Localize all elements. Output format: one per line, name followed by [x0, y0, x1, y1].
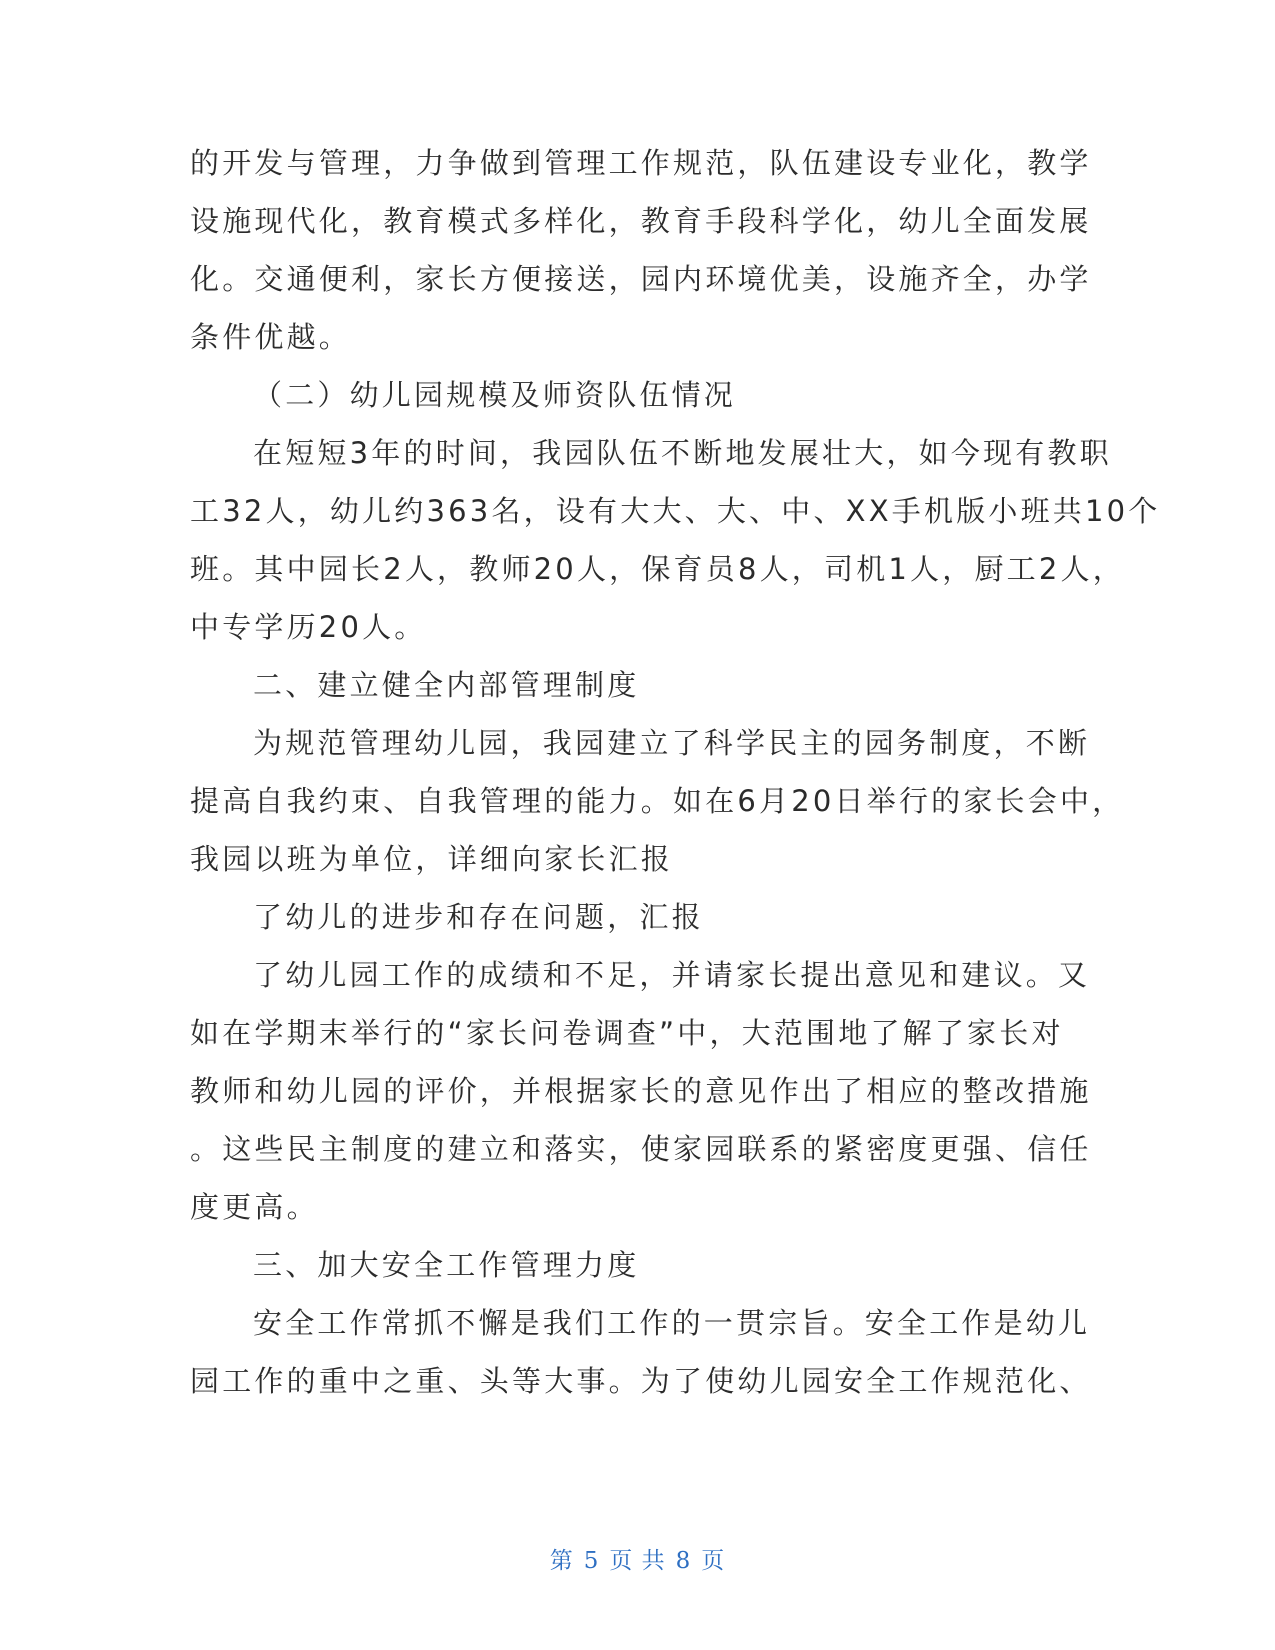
body-line: 条件优越。	[190, 320, 352, 354]
body-line: 化。交通便利，家长方便接送，园内环境优美，设施齐全，办学	[190, 262, 1092, 296]
body-line: 为规范管理幼儿园，我园建立了科学民主的园务制度，不断	[253, 726, 1091, 760]
body-line: 如在学期末举行的“家长问卷调查”中，大范围地了解了家长对	[190, 1016, 1064, 1050]
body-line: 的开发与管理，力争做到管理工作规范，队伍建设专业化，教学	[190, 146, 1092, 180]
body-line: 中专学历20人。	[190, 610, 427, 644]
body-line: 设施现代化，教育模式多样化，教育手段科学化，幼儿全面发展	[190, 204, 1092, 238]
page-footer	[0, 1542, 1275, 1575]
body-line: 安全工作常抓不懈是我们工作的一贯宗旨。安全工作是幼儿	[253, 1306, 1091, 1340]
section-heading: （二）幼儿园规模及师资队伍情况	[253, 378, 737, 412]
footer-page-number: 5	[583, 1548, 600, 1574]
body-line: 度更高。	[190, 1190, 319, 1224]
body-line: 在短短3年的时间，我园队伍不断地发展壮大，如今现有教职	[253, 436, 1112, 470]
footer-middle: 页 共	[609, 1548, 666, 1574]
body-line: 工32人，幼儿约363名，设有大大、大、中、XX手机版小班共10个	[190, 494, 1161, 528]
body-line: 了幼儿的进步和存在问题，汇报	[253, 900, 704, 934]
footer-suffix: 页	[701, 1548, 726, 1574]
body-line: 了幼儿园工作的成绩和不足，并请家长提出意见和建议。又	[253, 958, 1091, 992]
body-line: 教师和幼儿园的评价，并根据家长的意见作出了相应的整改措施	[190, 1074, 1092, 1108]
body-line: 提高自我约束、自我管理的能力。如在6月20日举行的家长会中，	[190, 784, 1125, 818]
section-heading: 二、建立健全内部管理制度	[253, 668, 640, 702]
footer-total-pages: 8	[675, 1548, 692, 1574]
body-line: 班。其中园长2人，教师20人，保育员8人，司机1人，厨工2人，	[190, 552, 1125, 586]
body-line: 我园以班为单位，详细向家长汇报	[190, 842, 674, 876]
section-heading: 三、加大安全工作管理力度	[253, 1248, 640, 1282]
footer-prefix: 第	[549, 1548, 574, 1574]
body-line: 园工作的重中之重、头等大事。为了使幼儿园安全工作规范化、	[190, 1364, 1092, 1398]
body-line: 。这些民主制度的建立和落实，使家园联系的紧密度更强、信任	[190, 1132, 1092, 1166]
